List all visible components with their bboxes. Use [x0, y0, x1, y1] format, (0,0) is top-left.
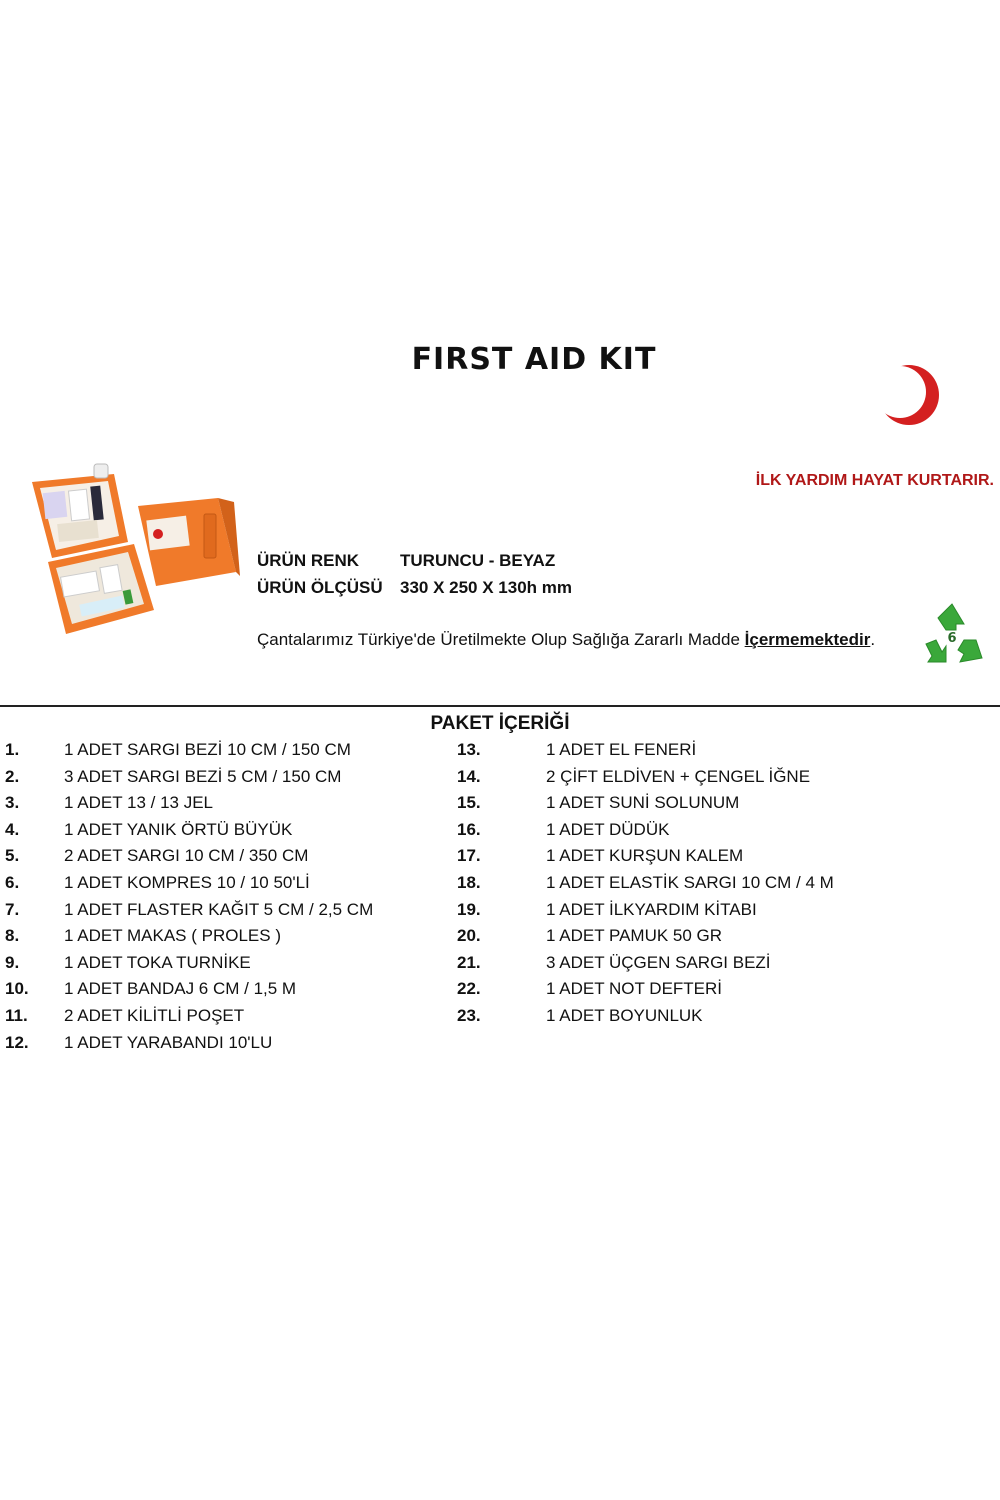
item-number: 22. — [457, 979, 481, 999]
item-number: 13. — [457, 740, 481, 759]
item-number: 15. — [457, 793, 481, 813]
notice-emphasis: İçermemektedir — [744, 630, 871, 649]
item-text: 1 ADET SARGI BEZİ 10 CM / 150 CM — [64, 740, 351, 759]
item-text: 1 ADET KURŞUN KALEM — [546, 846, 744, 866]
item-text: 1 ADET EL FENERİ — [546, 740, 697, 759]
recycle-number: 6 — [947, 631, 957, 646]
item-text: 1 ADET YANIK ÖRTÜ BÜYÜK — [64, 819, 293, 839]
item-text: 2 ADET KİLİTLİ POŞET — [64, 1005, 245, 1025]
spec-size-label: ÜRÜN ÖLÇÜSÜ — [257, 578, 383, 597]
item-number: 4. — [5, 819, 20, 839]
recycle-icon — [916, 600, 988, 672]
item-text: 1 ADET DÜDÜK — [546, 819, 670, 839]
production-notice — [257, 630, 875, 650]
item-text: 1 ADET TOKA TURNİKE — [64, 952, 251, 972]
item-number: 5. — [5, 846, 20, 866]
spec-color-value: TURUNCU - BEYAZ — [400, 551, 556, 570]
item-number: 10. — [5, 979, 29, 999]
item-text: 2 ÇİFT ELDİVEN + ÇENGEL İĞNE — [546, 766, 811, 786]
item-number: 20. — [457, 926, 481, 946]
item-text: 2 ADET SARGI 10 CM / 350 CM — [64, 846, 309, 866]
item-number: 7. — [5, 899, 20, 919]
first-aid-kit-image — [22, 462, 242, 644]
item-number: 16. — [457, 819, 481, 839]
item-number: 12. — [5, 1032, 29, 1052]
notice-end: . — [870, 630, 876, 649]
item-text: 1 ADET BANDAJ 6 CM / 1,5 M — [64, 979, 297, 999]
item-text: 1 ADET ELASTİK SARGI 10 CM / 4 M — [546, 872, 834, 892]
item-text: 3 ADET ÜÇGEN SARGI BEZİ — [546, 952, 771, 972]
item-number: 19. — [457, 899, 481, 919]
item-text: 1 ADET FLASTER KAĞIT 5 CM / 2,5 CM — [64, 899, 374, 919]
item-number: 17. — [457, 846, 481, 866]
item-number: 3. — [5, 793, 20, 813]
item-text: 1 ADET PAMUK 50 GR — [546, 926, 723, 946]
item-text: 1 ADET YARABANDI 10'LU — [64, 1032, 273, 1052]
item-text: 1 ADET İLKYARDIM KİTABI — [546, 899, 757, 919]
slogan: İLK YARDIM HAYAT KURTARIR. — [755, 472, 994, 489]
notice-text: Çantalarımız Türkiye'de Üretilmekte Olup Sağlığa Zararlı Madde — [257, 630, 745, 649]
item-number: 9. — [5, 952, 20, 972]
contents-title: PAKET İÇERİĞİ — [430, 713, 570, 734]
item-text: 3 ADET SARGI BEZİ 5 CM / 150 CM — [64, 766, 342, 786]
item-number: 14. — [457, 766, 481, 786]
item-text: 1 ADET SUNİ SOLUNUM — [546, 793, 740, 813]
item-number: 23. — [457, 1005, 481, 1025]
item-number: 11. — [5, 1005, 28, 1025]
item-text: 1 ADET BOYUNLUK — [546, 1005, 703, 1025]
item-number: 8. — [5, 926, 20, 946]
item-number: 1. — [5, 740, 20, 759]
item-text: 1 ADET KOMPRES 10 / 10 50'Lİ — [64, 872, 310, 892]
item-text: 1 ADET 13 / 13 JEL — [64, 793, 213, 813]
item-number: 2. — [5, 766, 20, 786]
divider — [0, 705, 1000, 707]
item-text: 1 ADET NOT DEFTERİ — [546, 979, 723, 999]
red-crescent-icon — [872, 362, 944, 428]
spec-size-value: 330 X 250 X 130h mm — [400, 578, 573, 597]
spec-color-label: ÜRÜN RENK — [257, 551, 359, 570]
item-text: 1 ADET MAKAS ( PROLES ) — [64, 926, 281, 946]
item-number: 18. — [457, 872, 481, 892]
item-number: 21. — [457, 952, 481, 972]
item-number: 6. — [5, 872, 20, 892]
page-title: FIRST AID KIT — [411, 342, 657, 377]
